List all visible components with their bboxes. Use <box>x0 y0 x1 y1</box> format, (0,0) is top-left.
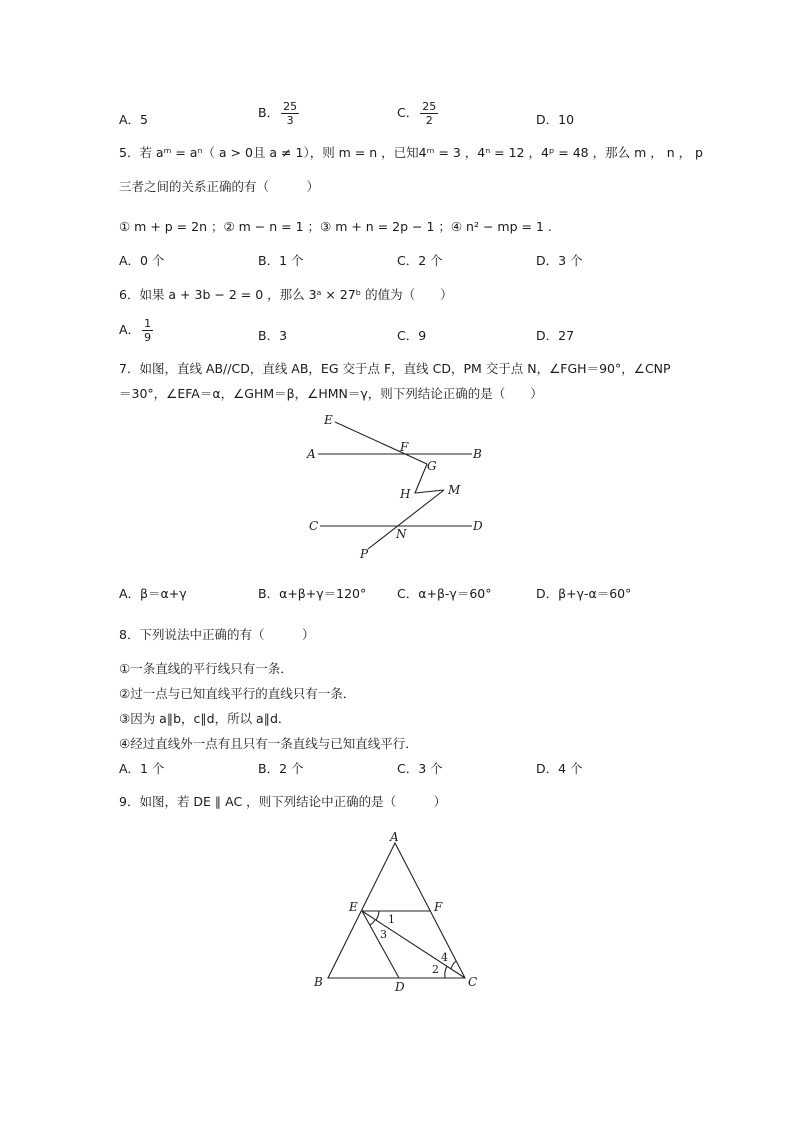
angle-mark-4 <box>451 961 456 969</box>
angle-label-4: 4 <box>441 951 448 964</box>
q8-statement-1: ①一条直线的平行线只有一条． <box>119 661 293 676</box>
angle-mark-3 <box>370 920 375 925</box>
q5-option-d: D．3 个 <box>536 253 583 268</box>
angle-label-1: 1 <box>388 913 395 926</box>
q7-option-c: C．α+β-γ＝60° <box>397 586 492 601</box>
q8-option-c: C．3 个 <box>397 761 443 776</box>
angle-label-3: 3 <box>380 928 387 941</box>
angle-mark-2 <box>445 966 447 978</box>
q7-option-d: D．β+γ-α＝60° <box>536 586 632 601</box>
label-g: G <box>427 459 437 473</box>
fraction-denominator: 9 <box>144 331 152 344</box>
q8-statement-4: ④经过直线外一点有且只有一条直线与已知直线平行． <box>119 736 418 751</box>
q5-option-b: B．1 个 <box>258 253 304 268</box>
q8-option-b: B．2 个 <box>258 761 304 776</box>
label-a: A <box>390 830 399 844</box>
label-c: C <box>468 975 478 989</box>
q4-option-b-fraction <box>281 100 299 127</box>
q6-stem: 6．如果 a + 3b − 2 = 0 ，那么 3ᵃ × 27ᵇ 的值为（ ） <box>119 287 453 302</box>
q8-option-a: A．1 个 <box>119 761 165 776</box>
q8-statement-3: ③因为 a∥b，c∥d，所以 a∥d． <box>119 711 291 726</box>
q6-option-a-fraction <box>142 317 153 344</box>
label-f: F <box>400 440 409 454</box>
q6-option-c: C．9 <box>397 328 427 343</box>
q4-option-c-fraction <box>420 100 438 127</box>
label-b: B <box>314 975 323 989</box>
q5-statements: ① m + p = 2n ；② m − n = 1 ；③ m + n = 2p − 1 ；④ n² − mp = 1 . <box>119 219 552 234</box>
q6-option-a <box>119 317 153 344</box>
segment-eg <box>335 422 427 464</box>
label-h: H <box>400 487 411 501</box>
q8-option-d: D．4 个 <box>536 761 583 776</box>
label-e: E <box>349 900 358 914</box>
q6-option-a-prefix: A． <box>119 322 141 337</box>
q7-stem-line1: 7．如图，直线 AB//CD，直线 AB，EG 交于点 F，直线 CD，PM 交于点 N，∠FGH＝90°，∠CNP <box>119 361 671 376</box>
label-e: E <box>324 413 333 427</box>
q4-option-c-prefix: C． <box>397 105 419 120</box>
q4-option-d: D．10 <box>536 112 575 127</box>
label-b: B <box>473 447 482 461</box>
q6-option-b: B．3 <box>258 328 288 343</box>
q8-stem: 8．下列说法中正确的有（ ） <box>119 627 315 642</box>
q6-option-d: D．27 <box>536 328 575 343</box>
q9-figure <box>300 825 500 1000</box>
q7-figure <box>300 405 500 570</box>
q7-stem-line2: ＝30°，∠EFA＝α，∠GHM＝β，∠HMN＝γ，则下列结论正确的是（ ） <box>119 386 543 401</box>
segment-ec <box>362 911 465 978</box>
label-a: A <box>307 447 316 461</box>
fraction-denominator: 2 <box>425 114 433 127</box>
q4-option-b <box>258 100 299 127</box>
label-n: N <box>396 527 407 541</box>
label-d: D <box>395 980 405 994</box>
q4-option-b-prefix: B． <box>258 105 280 120</box>
label-p: P <box>360 547 369 561</box>
q7-option-a: A．β＝α+γ <box>119 586 187 601</box>
q5-stem-line1: 5．若 aᵐ = aⁿ（ a > 0且 a ≠ 1），则 m = n ，已知4ᵐ = 3 ，4ⁿ = 12 ，4ᵖ = 48 ，那么 m ， n ， p <box>119 145 703 160</box>
q4-option-c <box>397 100 438 127</box>
q8-statement-2: ②过一点与已知直线平行的直线只有一条． <box>119 686 356 701</box>
q7-option-b: B．α+β+γ＝120° <box>258 586 367 601</box>
q5-option-a: A．0 个 <box>119 253 165 268</box>
angle-label-2: 2 <box>432 963 439 976</box>
label-f: F <box>434 900 443 914</box>
fraction-numerator: 1 <box>144 317 152 330</box>
angle-mark-1 <box>376 911 379 920</box>
q5-option-c: C．2 个 <box>397 253 443 268</box>
fraction-denominator: 3 <box>286 114 294 127</box>
q9-stem: 9．如图，若 DE ∥ AC ，则下列结论中正确的是（ ） <box>119 794 447 809</box>
q5-stem-line2: 三者之间的关系正确的有（ ） <box>119 179 320 194</box>
label-c: C <box>309 519 319 533</box>
fraction-numerator: 25 <box>283 100 298 113</box>
q4-option-a: A．5 <box>119 112 149 127</box>
fraction-numerator: 25 <box>422 100 437 113</box>
label-d: D <box>473 519 483 533</box>
label-m: M <box>448 483 461 497</box>
